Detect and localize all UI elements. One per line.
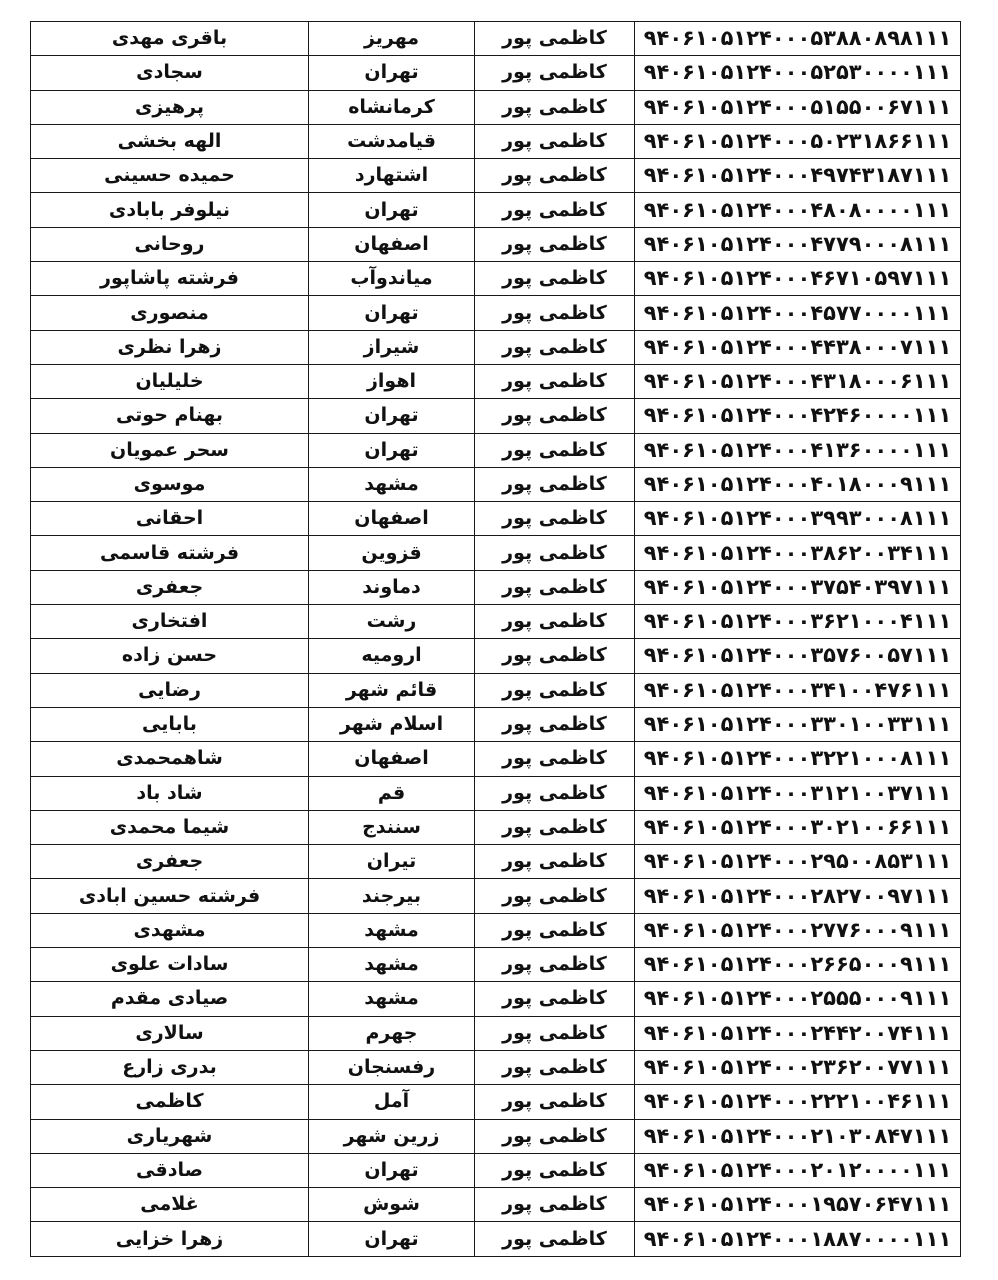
agent-cell: کاظمی پور (475, 948, 635, 982)
table-row (31, 707, 961, 741)
agent-cell: کاظمی پور (475, 364, 635, 398)
city-cell: اصفهان (309, 742, 475, 776)
tracking-code-cell: ۹۴۰۶۱۰۵۱۲۴۰۰۰۴۱۳۶۰۰۰۰۱۱۱ (635, 433, 961, 467)
table-row (31, 1188, 961, 1222)
tracking-code-cell: ۹۴۰۶۱۰۵۱۲۴۰۰۰۳۰۲۱۰۰۶۶۱۱۱ (635, 810, 961, 844)
tracking-code-cell: ۹۴۰۶۱۰۵۱۲۴۰۰۰۳۲۲۱۰۰۰۸۱۱۱ (635, 742, 961, 776)
table-row (31, 159, 961, 193)
city-cell: تهران (309, 296, 475, 330)
tracking-code-cell: ۹۴۰۶۱۰۵۱۲۴۰۰۰۴۲۴۶۰۰۰۰۱۱۱ (635, 399, 961, 433)
city-cell: اهواز (309, 364, 475, 398)
table-row (31, 605, 961, 639)
tracking-code-cell: ۹۴۰۶۱۰۵۱۲۴۰۰۰۵۲۵۳۰۰۰۰۱۱۱ (635, 56, 961, 90)
agent-cell: کاظمی پور (475, 982, 635, 1016)
tracking-code-cell: ۹۴۰۶۱۰۵۱۲۴۰۰۰۲۳۶۲۰۰۷۷۱۱۱ (635, 1050, 961, 1084)
tracking-code-cell: ۹۴۰۶۱۰۵۱۲۴۰۰۰۵۳۸۸۰۸۹۸۱۱۱ (635, 22, 961, 56)
agent-cell: کاظمی پور (475, 845, 635, 879)
city-cell: زرین شهر (309, 1119, 475, 1153)
tracking-code-cell: ۹۴۰۶۱۰۵۱۲۴۰۰۰۲۴۴۲۰۰۷۴۱۱۱ (635, 1016, 961, 1050)
table-row (31, 90, 961, 124)
tracking-code-cell: ۹۴۰۶۱۰۵۱۲۴۰۰۰۲۱۰۳۰۸۴۷۱۱۱ (635, 1119, 961, 1153)
name-cell: روحانی (31, 227, 309, 261)
agent-cell: کاظمی پور (475, 1050, 635, 1084)
table-row (31, 982, 961, 1016)
table-row (31, 56, 961, 90)
agent-cell: کاظمی پور (475, 502, 635, 536)
table-row (31, 879, 961, 913)
city-cell: مهریز (309, 22, 475, 56)
tracking-code-cell: ۹۴۰۶۱۰۵۱۲۴۰۰۰۳۳۰۱۰۰۳۳۱۱۱ (635, 707, 961, 741)
tracking-code-cell: ۹۴۰۶۱۰۵۱۲۴۰۰۰۲۲۲۱۰۰۴۶۱۱۱ (635, 1085, 961, 1119)
agent-cell: کاظمی پور (475, 399, 635, 433)
tracking-code-cell: ۹۴۰۶۱۰۵۱۲۴۰۰۰۲۶۶۵۰۰۰۹۱۱۱ (635, 948, 961, 982)
table-row (31, 639, 961, 673)
table-row (31, 399, 961, 433)
agent-cell: کاظمی پور (475, 22, 635, 56)
agent-cell: کاظمی پور (475, 707, 635, 741)
tracking-code-cell: ۹۴۰۶۱۰۵۱۲۴۰۰۰۴۵۷۷۰۰۰۰۱۱۱ (635, 296, 961, 330)
table-row (31, 433, 961, 467)
tracking-code-cell: ۹۴۰۶۱۰۵۱۲۴۰۰۰۴۷۷۹۰۰۰۸۱۱۱ (635, 227, 961, 261)
tracking-code-cell: ۹۴۰۶۱۰۵۱۲۴۰۰۰۳۸۶۲۰۰۳۴۱۱۱ (635, 536, 961, 570)
name-cell: سحر عمویان (31, 433, 309, 467)
agent-cell: کاظمی پور (475, 1085, 635, 1119)
tracking-code-cell: ۹۴۰۶۱۰۵۱۲۴۰۰۰۲۸۲۷۰۰۹۷۱۱۱ (635, 879, 961, 913)
city-cell: شوش (309, 1188, 475, 1222)
city-cell: مشهد (309, 982, 475, 1016)
table-row (31, 1085, 961, 1119)
agent-cell: کاظمی پور (475, 159, 635, 193)
name-cell: خلیلیان (31, 364, 309, 398)
agent-cell: کاظمی پور (475, 193, 635, 227)
agent-cell: کاظمی پور (475, 879, 635, 913)
name-cell: شهریاری (31, 1119, 309, 1153)
city-cell: تهران (309, 1153, 475, 1187)
city-cell: جهرم (309, 1016, 475, 1050)
name-cell: بهنام حوتی (31, 399, 309, 433)
name-cell: موسوی (31, 467, 309, 501)
city-cell: قزوین (309, 536, 475, 570)
city-cell: مشهد (309, 467, 475, 501)
table-row (31, 570, 961, 604)
name-cell: سادات علوی (31, 948, 309, 982)
table-row (31, 330, 961, 364)
tracking-code-cell: ۹۴۰۶۱۰۵۱۲۴۰۰۰۳۷۵۴۰۳۹۷۱۱۱ (635, 570, 961, 604)
table-row (31, 948, 961, 982)
name-cell: افتخاری (31, 605, 309, 639)
agent-cell: کاظمی پور (475, 330, 635, 364)
table-row (31, 913, 961, 947)
city-cell: ارومیه (309, 639, 475, 673)
name-cell: جعفری (31, 845, 309, 879)
city-cell: میاندوآب (309, 262, 475, 296)
table-row (31, 502, 961, 536)
table-row (31, 193, 961, 227)
city-cell: اشتهارد (309, 159, 475, 193)
tracking-code-cell: ۹۴۰۶۱۰۵۱۲۴۰۰۰۲۹۵۰۰۸۵۳۱۱۱ (635, 845, 961, 879)
agent-cell: کاظمی پور (475, 124, 635, 158)
table-row (31, 1153, 961, 1187)
table-row (31, 227, 961, 261)
tracking-code-cell: ۹۴۰۶۱۰۵۱۲۴۰۰۰۱۹۵۷۰۶۴۷۱۱۱ (635, 1188, 961, 1222)
city-cell: تهران (309, 399, 475, 433)
name-cell: صیادی مقدم (31, 982, 309, 1016)
table-row (31, 845, 961, 879)
name-cell: منصوری (31, 296, 309, 330)
name-cell: رضایی (31, 673, 309, 707)
agent-cell: کاظمی پور (475, 90, 635, 124)
agent-cell: کاظمی پور (475, 56, 635, 90)
tracking-code-cell: ۹۴۰۶۱۰۵۱۲۴۰۰۰۴۴۳۸۰۰۰۷۱۱۱ (635, 330, 961, 364)
city-cell: تهران (309, 433, 475, 467)
tracking-code-cell: ۹۴۰۶۱۰۵۱۲۴۰۰۰۳۵۷۶۰۰۵۷۱۱۱ (635, 639, 961, 673)
records-table (30, 21, 961, 1257)
name-cell: زهرا خزایی (31, 1222, 309, 1256)
city-cell: قیامدشت (309, 124, 475, 158)
agent-cell: کاظمی پور (475, 262, 635, 296)
tracking-code-cell: ۹۴۰۶۱۰۵۱۲۴۰۰۰۴۳۱۸۰۰۰۶۱۱۱ (635, 364, 961, 398)
name-cell: کاظمی (31, 1085, 309, 1119)
table-row (31, 776, 961, 810)
name-cell: غلامی (31, 1188, 309, 1222)
name-cell: بدری زارع (31, 1050, 309, 1084)
city-cell: تهران (309, 1222, 475, 1256)
city-cell: بیرجند (309, 879, 475, 913)
city-cell: قائم شهر (309, 673, 475, 707)
city-cell: اسلام شهر (309, 707, 475, 741)
table-row (31, 262, 961, 296)
name-cell: حسن زاده (31, 639, 309, 673)
name-cell: الهه بخشی (31, 124, 309, 158)
name-cell: جعفری (31, 570, 309, 604)
name-cell: شیما محمدی (31, 810, 309, 844)
tracking-code-cell: ۹۴۰۶۱۰۵۱۲۴۰۰۰۳۹۹۳۰۰۰۸۱۱۱ (635, 502, 961, 536)
city-cell: تیران (309, 845, 475, 879)
city-cell: رفسنجان (309, 1050, 475, 1084)
agent-cell: کاظمی پور (475, 639, 635, 673)
agent-cell: کاظمی پور (475, 1222, 635, 1256)
agent-cell: کاظمی پور (475, 810, 635, 844)
agent-cell: کاظمی پور (475, 1119, 635, 1153)
city-cell: قم (309, 776, 475, 810)
table-row (31, 124, 961, 158)
tracking-code-cell: ۹۴۰۶۱۰۵۱۲۴۰۰۰۴۰۱۸۰۰۰۹۱۱۱ (635, 467, 961, 501)
name-cell: زهرا نظری (31, 330, 309, 364)
tracking-code-cell: ۹۴۰۶۱۰۵۱۲۴۰۰۰۲۵۵۵۰۰۰۹۱۱۱ (635, 982, 961, 1016)
agent-cell: کاظمی پور (475, 227, 635, 261)
agent-cell: کاظمی پور (475, 570, 635, 604)
agent-cell: کاظمی پور (475, 433, 635, 467)
city-cell: آمل (309, 1085, 475, 1119)
name-cell: شاد باد (31, 776, 309, 810)
tracking-code-cell: ۹۴۰۶۱۰۵۱۲۴۰۰۰۴۹۷۴۳۱۸۷۱۱۱ (635, 159, 961, 193)
name-cell: باقری مهدی (31, 22, 309, 56)
agent-cell: کاظمی پور (475, 913, 635, 947)
agent-cell: کاظمی پور (475, 1153, 635, 1187)
name-cell: فرشته پاشاپور (31, 262, 309, 296)
tracking-code-cell: ۹۴۰۶۱۰۵۱۲۴۰۰۰۳۴۱۰۰۴۷۶۱۱۱ (635, 673, 961, 707)
city-cell: شیراز (309, 330, 475, 364)
table-row (31, 1119, 961, 1153)
city-cell: تهران (309, 193, 475, 227)
table-row (31, 1016, 961, 1050)
table-row (31, 1222, 961, 1256)
name-cell: فرشته حسین ابادی (31, 879, 309, 913)
city-cell: اصفهان (309, 227, 475, 261)
name-cell: صادقی (31, 1153, 309, 1187)
name-cell: نیلوفر بابادی (31, 193, 309, 227)
tracking-code-cell: ۹۴۰۶۱۰۵۱۲۴۰۰۰۳۱۲۱۰۰۳۷۱۱۱ (635, 776, 961, 810)
records-table-body (31, 22, 961, 1257)
agent-cell: کاظمی پور (475, 605, 635, 639)
table-row (31, 296, 961, 330)
tracking-code-cell: ۹۴۰۶۱۰۵۱۲۴۰۰۰۵۰۲۳۱۸۶۶۱۱۱ (635, 124, 961, 158)
city-cell: مشهد (309, 913, 475, 947)
tracking-code-cell: ۹۴۰۶۱۰۵۱۲۴۰۰۰۲۷۷۶۰۰۰۹۱۱۱ (635, 913, 961, 947)
table-row (31, 467, 961, 501)
city-cell: مشهد (309, 948, 475, 982)
agent-cell: کاظمی پور (475, 673, 635, 707)
table-row (31, 673, 961, 707)
name-cell: سالاری (31, 1016, 309, 1050)
name-cell: بابایی (31, 707, 309, 741)
name-cell: سجادی (31, 56, 309, 90)
agent-cell: کاظمی پور (475, 296, 635, 330)
city-cell: کرمانشاه (309, 90, 475, 124)
agent-cell: کاظمی پور (475, 1016, 635, 1050)
agent-cell: کاظمی پور (475, 467, 635, 501)
table-row (31, 22, 961, 56)
agent-cell: کاظمی پور (475, 1188, 635, 1222)
tracking-code-cell: ۹۴۰۶۱۰۵۱۲۴۰۰۰۳۶۲۱۰۰۰۴۱۱۱ (635, 605, 961, 639)
tracking-code-cell: ۹۴۰۶۱۰۵۱۲۴۰۰۰۱۸۸۷۰۰۰۰۱۱۱ (635, 1222, 961, 1256)
name-cell: احقانی (31, 502, 309, 536)
table-row (31, 364, 961, 398)
table-row (31, 810, 961, 844)
tracking-code-cell: ۹۴۰۶۱۰۵۱۲۴۰۰۰۴۸۰۸۰۰۰۰۱۱۱ (635, 193, 961, 227)
name-cell: مشهدی (31, 913, 309, 947)
agent-cell: کاظمی پور (475, 536, 635, 570)
table-row (31, 1050, 961, 1084)
city-cell: رشت (309, 605, 475, 639)
city-cell: سنندج (309, 810, 475, 844)
table-row (31, 536, 961, 570)
name-cell: فرشته قاسمی (31, 536, 309, 570)
agent-cell: کاظمی پور (475, 742, 635, 776)
name-cell: حمیده حسینی (31, 159, 309, 193)
agent-cell: کاظمی پور (475, 776, 635, 810)
city-cell: تهران (309, 56, 475, 90)
tracking-code-cell: ۹۴۰۶۱۰۵۱۲۴۰۰۰۵۱۵۵۰۰۶۷۱۱۱ (635, 90, 961, 124)
table-row (31, 742, 961, 776)
city-cell: دماوند (309, 570, 475, 604)
name-cell: پرهیزی (31, 90, 309, 124)
tracking-code-cell: ۹۴۰۶۱۰۵۱۲۴۰۰۰۴۶۷۱۰۵۹۷۱۱۱ (635, 262, 961, 296)
tracking-code-cell: ۹۴۰۶۱۰۵۱۲۴۰۰۰۲۰۱۲۰۰۰۰۱۱۱ (635, 1153, 961, 1187)
name-cell: شاهمحمدی (31, 742, 309, 776)
city-cell: اصفهان (309, 502, 475, 536)
